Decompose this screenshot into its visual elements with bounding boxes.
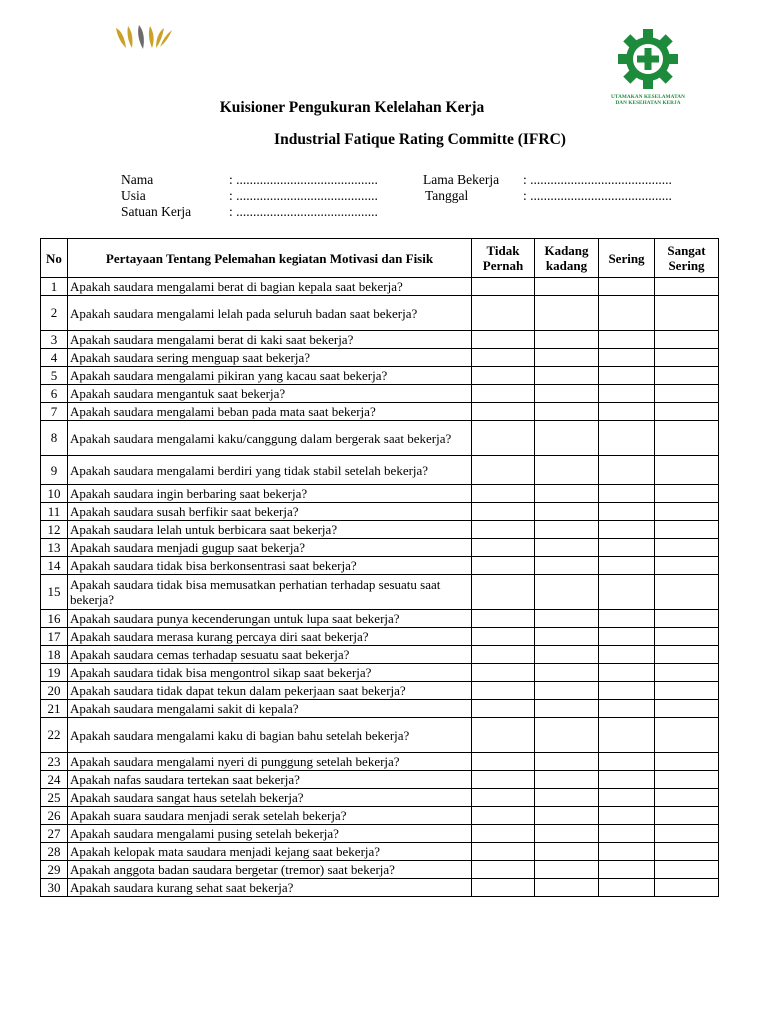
table-row xyxy=(41,331,719,349)
document-subtitle: Industrial Fatique Rating Committe (IFRC) xyxy=(274,131,566,148)
answer-cell-tidak-pernah[interactable] xyxy=(472,456,535,485)
answer-cell-kadang-kadang[interactable] xyxy=(535,575,599,610)
answer-cell-kadang-kadang[interactable] xyxy=(535,403,599,421)
answer-cell-tidak-pernah[interactable] xyxy=(472,575,535,610)
table-row xyxy=(41,521,719,539)
lama-bekerja-label: Lama Bekerja xyxy=(423,172,500,187)
row-number: 5 xyxy=(41,367,68,385)
logo-caption-line2: DAN KESEHATAN KERJA xyxy=(615,100,681,106)
row-question: Apakah saudara menjadi gugup saat bekerja? xyxy=(68,539,472,557)
row-number: 1 xyxy=(41,278,68,296)
answer-cell-kadang-kadang[interactable] xyxy=(535,539,599,557)
answer-cell-sering[interactable] xyxy=(599,403,655,421)
answer-cell-sangat-sering[interactable] xyxy=(655,557,719,575)
row-question: Apakah saudara sangat haus setelah bekerja? xyxy=(68,789,472,807)
answer-cell-kadang-kadang[interactable] xyxy=(535,861,599,879)
row-question: Apakah saudara ingin berbaring saat bekerja? xyxy=(68,485,472,503)
table-row xyxy=(41,575,719,610)
nama-label: Nama xyxy=(121,172,154,187)
document-title: Kuisioner Pengukuran Kelelahan Kerja xyxy=(219,99,485,116)
answer-cell-sering[interactable] xyxy=(599,753,655,771)
row-number: 9 xyxy=(41,456,68,485)
table-row xyxy=(41,296,719,331)
questionnaire-table xyxy=(40,238,719,897)
answer-cell-kadang-kadang[interactable] xyxy=(535,646,599,664)
row-number: 20 xyxy=(41,682,68,700)
answer-cell-sering[interactable] xyxy=(599,646,655,664)
answer-cell-kadang-kadang[interactable] xyxy=(535,664,599,682)
answer-cell-sering[interactable] xyxy=(599,610,655,628)
satuan-kerja-label: Satuan Kerja xyxy=(121,204,192,219)
answer-cell-kadang-kadang[interactable] xyxy=(535,456,599,485)
table-row xyxy=(41,700,719,718)
row-number: 10 xyxy=(41,485,68,503)
answer-cell-kadang-kadang[interactable] xyxy=(535,789,599,807)
answer-cell-sangat-sering[interactable] xyxy=(655,296,719,331)
row-question: Apakah saudara mengalami beban pada mata saat bekerja? xyxy=(68,403,472,421)
answer-cell-sering[interactable] xyxy=(599,331,655,349)
answer-cell-sangat-sering[interactable] xyxy=(655,753,719,771)
nama-field[interactable]: : .......................................... xyxy=(229,172,378,187)
answer-cell-kadang-kadang[interactable] xyxy=(535,843,599,861)
answer-cell-sering[interactable] xyxy=(599,861,655,879)
answer-cell-tidak-pernah[interactable] xyxy=(472,879,535,897)
table-row xyxy=(41,879,719,897)
answer-cell-sangat-sering[interactable] xyxy=(655,278,719,296)
row-number: 24 xyxy=(41,771,68,789)
row-number: 3 xyxy=(41,331,68,349)
row-number: 29 xyxy=(41,861,68,879)
answer-cell-sering[interactable] xyxy=(599,539,655,557)
answer-cell-sangat-sering[interactable] xyxy=(655,861,719,879)
row-question: Apakah saudara cemas terhadap sesuatu saat bekerja? xyxy=(68,646,472,664)
answer-cell-sangat-sering[interactable] xyxy=(655,879,719,897)
answer-cell-sangat-sering[interactable] xyxy=(655,646,719,664)
table-row xyxy=(41,664,719,682)
answer-cell-sangat-sering[interactable] xyxy=(655,385,719,403)
header-sangat-line2: Sering xyxy=(668,258,705,273)
row-number: 26 xyxy=(41,807,68,825)
row-question: Apakah saudara merasa kurang percaya diri saat bekerja? xyxy=(68,628,472,646)
answer-cell-tidak-pernah[interactable] xyxy=(472,349,535,367)
header-kadang-kadang xyxy=(535,239,599,278)
answer-cell-sering[interactable] xyxy=(599,503,655,521)
table-row xyxy=(41,610,719,628)
row-number: 15 xyxy=(41,575,68,610)
row-question: Apakah saudara mengantuk saat bekerja? xyxy=(68,385,472,403)
answer-cell-tidak-pernah[interactable] xyxy=(472,403,535,421)
answer-cell-kadang-kadang[interactable] xyxy=(535,385,599,403)
row-number: 12 xyxy=(41,521,68,539)
row-question: Apakah saudara mengalami sakit di kepala? xyxy=(68,700,472,718)
row-question: Apakah anggota badan saudara bergetar (tremor) saat bekerja? xyxy=(68,861,472,879)
answer-cell-kadang-kadang[interactable] xyxy=(535,278,599,296)
header-tidak-pernah-line1: Tidak xyxy=(486,243,520,258)
table-row xyxy=(41,646,719,664)
answer-cell-kadang-kadang[interactable] xyxy=(535,503,599,521)
table-row xyxy=(41,456,719,485)
row-question: Apakah saudara punya kecenderungan untuk lupa saat bekerja? xyxy=(68,610,472,628)
answer-cell-sering[interactable] xyxy=(599,421,655,456)
header-kadang-line1: Kadang xyxy=(544,243,589,258)
table-row xyxy=(41,753,719,771)
answer-cell-kadang-kadang[interactable] xyxy=(535,807,599,825)
row-question: Apakah saudara mengalami lelah pada seluruh badan saat bekerja? xyxy=(68,296,472,331)
answer-cell-sering[interactable] xyxy=(599,349,655,367)
row-question: Apakah suara saudara menjadi serak setelah bekerja? xyxy=(68,807,472,825)
answer-cell-kadang-kadang[interactable] xyxy=(535,485,599,503)
table-row xyxy=(41,807,719,825)
row-question: Apakah kelopak mata saudara menjadi kejang saat bekerja? xyxy=(68,843,472,861)
usia-field[interactable]: : .......................................... xyxy=(229,188,378,203)
answer-cell-tidak-pernah[interactable] xyxy=(472,503,535,521)
answer-cell-sangat-sering[interactable] xyxy=(655,367,719,385)
table-row xyxy=(41,557,719,575)
answer-cell-sering[interactable] xyxy=(599,521,655,539)
tanggal-label: Tanggal xyxy=(425,188,469,203)
answer-cell-sering[interactable] xyxy=(599,807,655,825)
answer-cell-kadang-kadang[interactable] xyxy=(535,421,599,456)
answer-cell-tidak-pernah[interactable] xyxy=(472,557,535,575)
answer-cell-sering[interactable] xyxy=(599,879,655,897)
header-no: No xyxy=(41,239,68,278)
answer-cell-sangat-sering[interactable] xyxy=(655,610,719,628)
answer-cell-tidak-pernah[interactable] xyxy=(472,278,535,296)
answer-cell-tidak-pernah[interactable] xyxy=(472,367,535,385)
answer-cell-sangat-sering[interactable] xyxy=(655,421,719,456)
row-question: Apakah saudara mengalami kaku/canggung dalam bergerak saat bekerja? xyxy=(68,421,472,456)
answer-cell-kadang-kadang[interactable] xyxy=(535,296,599,331)
row-question: Apakah nafas saudara tertekan saat bekerja? xyxy=(68,771,472,789)
answer-cell-tidak-pernah[interactable] xyxy=(472,539,535,557)
row-question: Apakah saudara mengalami berdiri yang tidak stabil setelah bekerja? xyxy=(68,456,472,485)
row-number: 2 xyxy=(41,296,68,331)
row-number: 16 xyxy=(41,610,68,628)
table-row xyxy=(41,503,719,521)
row-number: 17 xyxy=(41,628,68,646)
answer-cell-kadang-kadang[interactable] xyxy=(535,753,599,771)
answer-cell-sering[interactable] xyxy=(599,278,655,296)
answer-cell-kadang-kadang[interactable] xyxy=(535,628,599,646)
answer-cell-sangat-sering[interactable] xyxy=(655,843,719,861)
answer-cell-sangat-sering[interactable] xyxy=(655,521,719,539)
answer-cell-sangat-sering[interactable] xyxy=(655,825,719,843)
answer-cell-tidak-pernah[interactable] xyxy=(472,682,535,700)
answer-cell-tidak-pernah[interactable] xyxy=(472,789,535,807)
row-number: 27 xyxy=(41,825,68,843)
answer-cell-tidak-pernah[interactable] xyxy=(472,296,535,331)
header-sangat-line1: Sangat xyxy=(667,243,706,258)
row-number: 7 xyxy=(41,403,68,421)
row-number: 25 xyxy=(41,789,68,807)
row-question: Apakah saudara mengalami berat di kaki saat bekerja? xyxy=(68,331,472,349)
answer-cell-sangat-sering[interactable] xyxy=(655,403,719,421)
row-question: Apakah saudara mengalami berat di bagian kepala saat bekerja? xyxy=(68,278,472,296)
answer-cell-sangat-sering[interactable] xyxy=(655,485,719,503)
answer-cell-sangat-sering[interactable] xyxy=(655,503,719,521)
row-question: Apakah saudara lelah untuk berbicara saat bekerja? xyxy=(68,521,472,539)
answer-cell-sering[interactable] xyxy=(599,664,655,682)
table-row xyxy=(41,682,719,700)
answer-cell-sangat-sering[interactable] xyxy=(655,771,719,789)
answer-cell-tidak-pernah[interactable] xyxy=(472,861,535,879)
answer-cell-sering[interactable] xyxy=(599,789,655,807)
row-question: Apakah saudara mengalami nyeri di punggung setelah bekerja? xyxy=(68,753,472,771)
lama-bekerja-field[interactable]: : .......................................... xyxy=(523,172,672,187)
row-number: 6 xyxy=(41,385,68,403)
answer-cell-tidak-pernah[interactable] xyxy=(472,521,535,539)
answer-cell-tidak-pernah[interactable] xyxy=(472,664,535,682)
row-question: Apakah saudara susah berfikir saat bekerja? xyxy=(68,503,472,521)
answer-cell-sering[interactable] xyxy=(599,700,655,718)
row-question: Apakah saudara tidak bisa memusatkan perhatian terhadap sesuatu saat bekerja? xyxy=(68,575,472,610)
answer-cell-sangat-sering[interactable] xyxy=(655,456,719,485)
answer-cell-sangat-sering[interactable] xyxy=(655,349,719,367)
answer-cell-kadang-kadang[interactable] xyxy=(535,718,599,753)
table-header-row xyxy=(41,239,719,278)
answer-cell-sangat-sering[interactable] xyxy=(655,789,719,807)
answer-cell-kadang-kadang[interactable] xyxy=(535,331,599,349)
row-question: Apakah saudara tidak dapat tekun dalam pekerjaan saat bekerja? xyxy=(68,682,472,700)
row-question: Apakah saudara sering menguap saat bekerja? xyxy=(68,349,472,367)
answer-cell-kadang-kadang[interactable] xyxy=(535,557,599,575)
answer-cell-sering[interactable] xyxy=(599,825,655,843)
answer-cell-tidak-pernah[interactable] xyxy=(472,807,535,825)
row-number: 13 xyxy=(41,539,68,557)
answer-cell-sering[interactable] xyxy=(599,456,655,485)
row-question: Apakah saudara mengalami pusing setelah bekerja? xyxy=(68,825,472,843)
row-number: 30 xyxy=(41,879,68,897)
table-row xyxy=(41,825,719,843)
answer-cell-kadang-kadang[interactable] xyxy=(535,771,599,789)
answer-cell-sering[interactable] xyxy=(599,718,655,753)
answer-cell-tidak-pernah[interactable] xyxy=(472,610,535,628)
answer-cell-kadang-kadang[interactable] xyxy=(535,521,599,539)
answer-cell-tidak-pernah[interactable] xyxy=(472,718,535,753)
row-number: 14 xyxy=(41,557,68,575)
table-row xyxy=(41,403,719,421)
answer-cell-sangat-sering[interactable] xyxy=(655,575,719,610)
row-question: Apakah saudara mengalami pikiran yang kacau saat bekerja? xyxy=(68,367,472,385)
table-row xyxy=(41,628,719,646)
answer-cell-sangat-sering[interactable] xyxy=(655,718,719,753)
table-row xyxy=(41,385,719,403)
answer-cell-sering[interactable] xyxy=(599,771,655,789)
answer-cell-sangat-sering[interactable] xyxy=(655,807,719,825)
answer-cell-tidak-pernah[interactable] xyxy=(472,485,535,503)
row-question: Apakah saudara tidak bisa mengontrol sikap saat bekerja? xyxy=(68,664,472,682)
answer-cell-kadang-kadang[interactable] xyxy=(535,825,599,843)
answer-cell-kadang-kadang[interactable] xyxy=(535,700,599,718)
table-row xyxy=(41,278,719,296)
table-row xyxy=(41,771,719,789)
answer-cell-tidak-pernah[interactable] xyxy=(472,753,535,771)
tanggal-field[interactable]: : .......................................... xyxy=(523,188,672,203)
company-logo-icon xyxy=(112,24,174,50)
answer-cell-tidak-pernah[interactable] xyxy=(472,825,535,843)
table-row xyxy=(41,843,719,861)
row-number: 23 xyxy=(41,753,68,771)
table-row xyxy=(41,485,719,503)
row-question: Apakah saudara tidak bisa berkonsentrasi saat bekerja? xyxy=(68,557,472,575)
table-row xyxy=(41,789,719,807)
answer-cell-sering[interactable] xyxy=(599,296,655,331)
answer-cell-tidak-pernah[interactable] xyxy=(472,646,535,664)
header-kadang-line2: kadang xyxy=(545,258,588,273)
table-row xyxy=(41,421,719,456)
answer-cell-kadang-kadang[interactable] xyxy=(535,682,599,700)
answer-cell-kadang-kadang[interactable] xyxy=(535,367,599,385)
answer-cell-sering[interactable] xyxy=(599,628,655,646)
header-sering: Sering xyxy=(599,239,655,278)
answer-cell-tidak-pernah[interactable] xyxy=(472,843,535,861)
header-sangat-sering xyxy=(655,239,719,278)
table-row xyxy=(41,367,719,385)
answer-cell-sering[interactable] xyxy=(599,385,655,403)
answer-cell-kadang-kadang[interactable] xyxy=(535,879,599,897)
table-row xyxy=(41,861,719,879)
k3-gear-cross-icon xyxy=(598,26,698,92)
row-number: 19 xyxy=(41,664,68,682)
answer-cell-sering[interactable] xyxy=(599,485,655,503)
answer-cell-tidak-pernah[interactable] xyxy=(472,331,535,349)
satuan-kerja-field[interactable]: : .......................................... xyxy=(229,204,378,219)
answer-cell-sering[interactable] xyxy=(599,367,655,385)
header-tidak-pernah-line2: Pernah xyxy=(482,258,524,273)
row-question: Apakah saudara kurang sehat saat bekerja? xyxy=(68,879,472,897)
answer-cell-sering[interactable] xyxy=(599,682,655,700)
header-question: Pertayaan Tentang Pelemahan kegiatan Motivasi dan Fisik xyxy=(68,239,472,278)
row-number: 21 xyxy=(41,700,68,718)
answer-cell-tidak-pernah[interactable] xyxy=(472,700,535,718)
answer-cell-tidak-pernah[interactable] xyxy=(472,628,535,646)
answer-cell-sangat-sering[interactable] xyxy=(655,664,719,682)
row-number: 18 xyxy=(41,646,68,664)
usia-label: Usia xyxy=(121,188,146,203)
k3-logo xyxy=(598,26,698,110)
row-number: 4 xyxy=(41,349,68,367)
answer-cell-sangat-sering[interactable] xyxy=(655,331,719,349)
row-number: 28 xyxy=(41,843,68,861)
row-number: 11 xyxy=(41,503,68,521)
answer-cell-tidak-pernah[interactable] xyxy=(472,421,535,456)
answer-cell-kadang-kadang[interactable] xyxy=(535,349,599,367)
row-number: 22 xyxy=(41,718,68,753)
answer-cell-tidak-pernah[interactable] xyxy=(472,385,535,403)
header-tidak-pernah xyxy=(472,239,535,278)
answer-cell-sangat-sering[interactable] xyxy=(655,628,719,646)
answer-cell-sangat-sering[interactable] xyxy=(655,539,719,557)
answer-cell-sering[interactable] xyxy=(599,557,655,575)
answer-cell-tidak-pernah[interactable] xyxy=(472,771,535,789)
row-number: 8 xyxy=(41,421,68,456)
answer-cell-sering[interactable] xyxy=(599,575,655,610)
answer-cell-sering[interactable] xyxy=(599,843,655,861)
table-row xyxy=(41,539,719,557)
answer-cell-sangat-sering[interactable] xyxy=(655,682,719,700)
table-body xyxy=(41,278,719,897)
table-row xyxy=(41,349,719,367)
table-row xyxy=(41,718,719,753)
answer-cell-kadang-kadang[interactable] xyxy=(535,610,599,628)
answer-cell-sangat-sering[interactable] xyxy=(655,700,719,718)
row-question: Apakah saudara mengalami kaku di bagian bahu setelah bekerja? xyxy=(68,718,472,753)
logo-caption-line1: UTAMAKAN KESELAMATAN xyxy=(611,94,685,100)
